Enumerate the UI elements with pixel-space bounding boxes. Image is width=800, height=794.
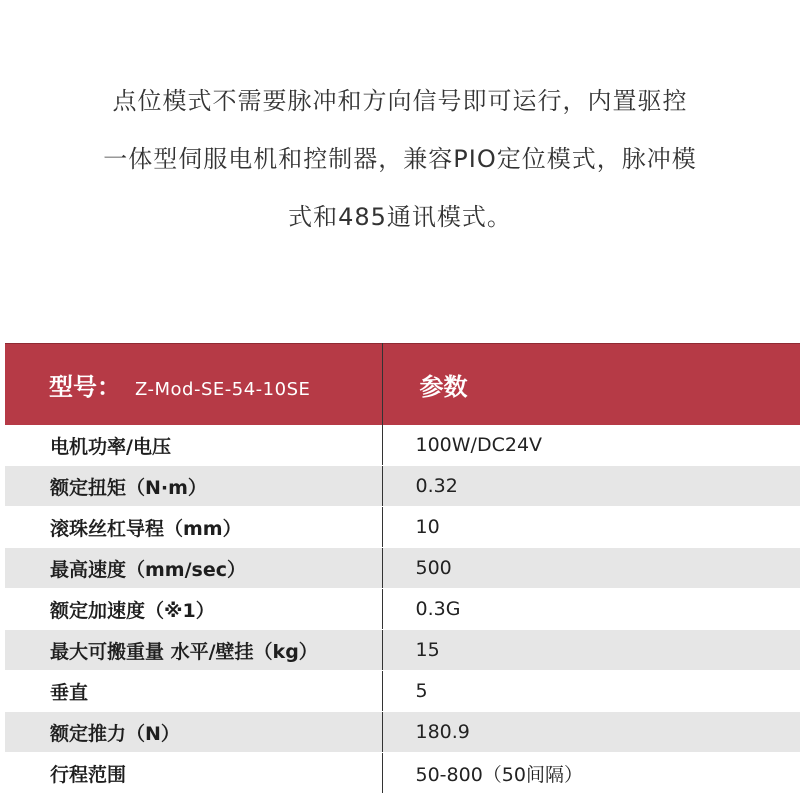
- row-label: 最高速度（mm/sec）: [5, 548, 382, 589]
- row-label: 行程范围: [5, 753, 382, 794]
- row-value: 500: [382, 548, 800, 589]
- model-header-cell: [5, 344, 382, 426]
- row-value: 0.3G: [382, 589, 800, 630]
- spec-table: [5, 343, 800, 794]
- intro-line-1: 点位模式不需要脉冲和方向信号即可运行，内置驱控: [112, 87, 688, 115]
- spec-table-body: [5, 425, 800, 794]
- row-label: 电机功率/电压: [5, 425, 382, 466]
- row-value: 10: [382, 507, 800, 548]
- intro-line-3: 式和485通讯模式。: [288, 203, 512, 231]
- intro-text: [0, 72, 800, 246]
- table-row: [5, 548, 800, 589]
- table-row: [5, 753, 800, 794]
- row-label: 额定加速度（※1）: [5, 589, 382, 630]
- row-value: 180.9: [382, 712, 800, 753]
- table-row: [5, 466, 800, 507]
- model-value: Z-Mod-SE-54-10SE: [135, 379, 311, 400]
- table-row: [5, 589, 800, 630]
- param-header-cell: [382, 344, 800, 426]
- row-value: 15: [382, 630, 800, 671]
- intro-line-2: 一体型伺服电机和控制器，兼容PIO定位模式，脉冲模: [103, 145, 697, 173]
- table-row: [5, 630, 800, 671]
- table-row: [5, 712, 800, 753]
- table-row: [5, 671, 800, 712]
- param-label: 参数: [419, 373, 468, 401]
- table-row: [5, 507, 800, 548]
- row-label: 垂直: [5, 671, 382, 712]
- row-value: 5: [382, 671, 800, 712]
- row-value: 100W/DC24V: [382, 425, 800, 466]
- row-label: 额定推力（N）: [5, 712, 382, 753]
- row-label: 最大可搬重量 水平/壁挂（kg）: [5, 630, 382, 671]
- row-value: 0.32: [382, 466, 800, 507]
- model-label: 型号：: [49, 373, 121, 401]
- header-row: [5, 344, 800, 426]
- row-label: 滚珠丝杠导程（mm）: [5, 507, 382, 548]
- row-label: 额定扭矩（N·m）: [5, 466, 382, 507]
- table-row: [5, 425, 800, 466]
- spec-table-header: [5, 344, 800, 426]
- row-value: 50-800（50间隔）: [382, 753, 800, 794]
